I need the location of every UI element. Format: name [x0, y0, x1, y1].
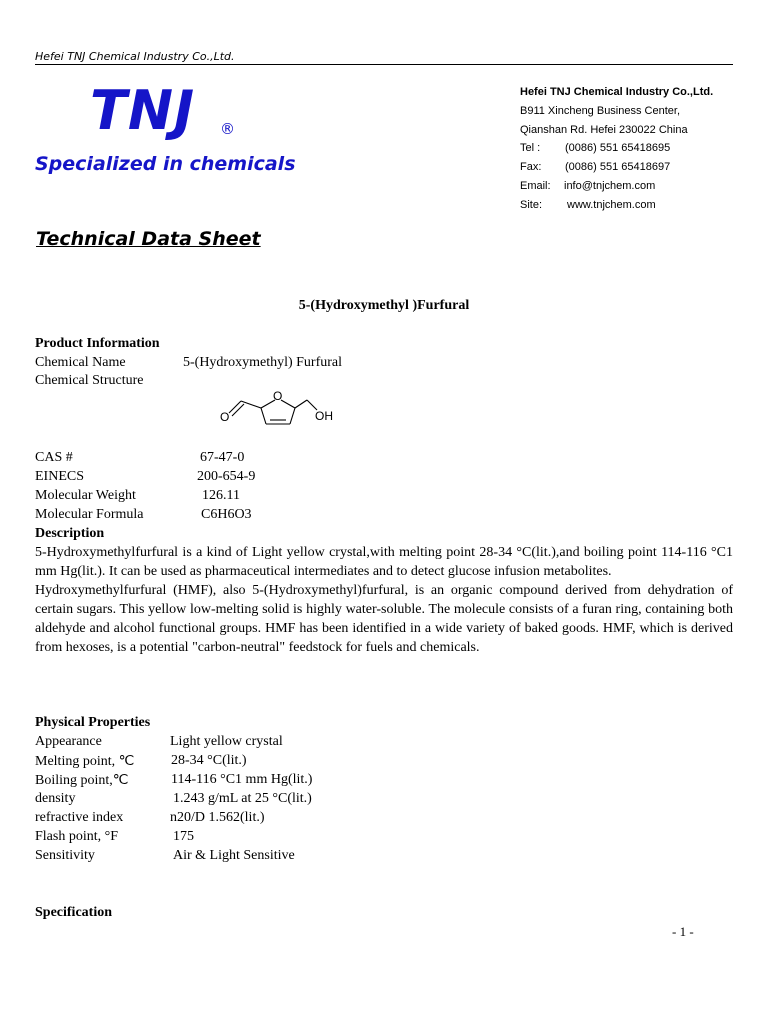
- einecs-value: 200-654-9: [197, 469, 256, 484]
- side-chain-bond-1: [295, 400, 307, 408]
- ring-bond-3: [290, 408, 295, 424]
- chemical-name-label: Chemical Name: [35, 355, 126, 370]
- molecular-formula-value: C6H6O3: [201, 507, 252, 522]
- ring-bond-5: [261, 408, 266, 424]
- refractive-index-label: refractive index: [35, 810, 124, 825]
- header-company: Hefei TNJ Chemical Industry Co.,Ltd.: [35, 50, 235, 63]
- cas-label: CAS #: [35, 450, 73, 465]
- cas-value: 67-47-0: [200, 450, 245, 465]
- ring-oxygen-label: O: [273, 389, 283, 403]
- aldehyde-oxygen-label: O: [220, 410, 230, 424]
- melting-point-label: Melting point, ℃: [35, 754, 135, 769]
- chemical-name-value: 5-(Hydroxymethyl) Furfural: [183, 355, 343, 370]
- product-title: 5-(Hydroxymethyl )Furfural: [298, 298, 470, 313]
- einecs-label: EINECS: [35, 469, 84, 484]
- density-value: 1.243 g/mL at 25 °C(lit.): [173, 791, 312, 806]
- contact-tel: (0086) 551 65418695: [565, 142, 671, 154]
- aldehyde-bond-1: [229, 401, 241, 413]
- boiling-point-label: Boiling point,℃: [35, 773, 129, 788]
- registered-mark: ®: [220, 120, 235, 138]
- density-label: density: [35, 791, 76, 806]
- contact-tel-label: Tel :: [520, 142, 541, 154]
- tagline: Specialized in chemicals: [35, 153, 296, 175]
- page-number: - 1 -: [672, 924, 694, 939]
- appearance-value: Light yellow crystal: [170, 734, 283, 749]
- ring-bond-2: [281, 400, 295, 408]
- product-info-heading: Product Information: [35, 336, 160, 351]
- boiling-point-value: 114-116 °C1 mm Hg(lit.): [171, 772, 313, 787]
- molecular-weight-label: Molecular Weight: [35, 488, 136, 503]
- flash-point-label: Flash point, °F: [35, 829, 119, 844]
- technical-data-sheet-title: Technical Data Sheet: [36, 228, 261, 250]
- molecular-weight-value: 126.11: [202, 488, 240, 503]
- chemical-structure-diagram: [215, 388, 345, 434]
- description-paragraph-1: 5-Hydroxymethylfurfural is a kind of Light yellow crystal,with melting point 28-34 °C(lit.),and boiling point 114-116 °C1 mm Hg(lit.). It can be used as pharmaceutical intermediates and to detect glucose infusion metabolites.: [35, 545, 733, 579]
- aldehyde-bond-2: [232, 404, 244, 416]
- contact-fax: (0086) 551 65418697: [565, 161, 671, 173]
- description-body: [35, 543, 733, 657]
- refractive-index-value: n20/D 1.562(lit.): [170, 810, 265, 825]
- sensitivity-label: Sensitivity: [35, 848, 95, 863]
- contact-email-label: Email:: [520, 180, 551, 192]
- contact-email[interactable]: info@tnjchem.com: [564, 180, 656, 192]
- molecular-formula-label: Molecular Formula: [35, 507, 144, 522]
- chemical-structure-label: Chemical Structure: [35, 373, 144, 388]
- contact-address-line1: B911 Xincheng Business Center,: [520, 105, 681, 117]
- contact-address-line2: Qianshan Rd. Hefei 230022 China: [520, 124, 688, 136]
- header-rule: [35, 64, 733, 65]
- flash-point-value: 175: [173, 829, 194, 844]
- contact-site-label: Site:: [520, 199, 543, 211]
- contact-fax-label: Fax:: [520, 161, 542, 173]
- physical-properties-heading: Physical Properties: [35, 715, 151, 730]
- hydroxyl-label: OH: [315, 409, 333, 423]
- specification-heading: Specification: [35, 905, 112, 920]
- contact-company: Hefei TNJ Chemical Industry Co.,Ltd.: [520, 86, 714, 98]
- sensitivity-value: Air & Light Sensitive: [173, 848, 295, 863]
- melting-point-value: 28-34 °C(lit.): [171, 753, 247, 768]
- description-heading: Description: [35, 526, 105, 541]
- contact-site[interactable]: www.tnjchem.com: [567, 199, 656, 211]
- tnj-logo: TNJ: [90, 79, 196, 142]
- description-paragraph-2: Hydroxymethylfurfural (HMF), also 5-(Hydroxymethyl)furfural, is an organic compound derived from dehydration of certain sugars. This yellow low-melting solid is highly water-soluble. The molecule consists of a furan ring, containing both aldehyde and alcohol functional groups. HMF has been identified in a wide variety of baked goods. HMF, which is derived from hexoses, is a potential "carbon-neutral" feedstock for fuels and chemicals.: [35, 583, 733, 655]
- appearance-label: Appearance: [35, 734, 102, 749]
